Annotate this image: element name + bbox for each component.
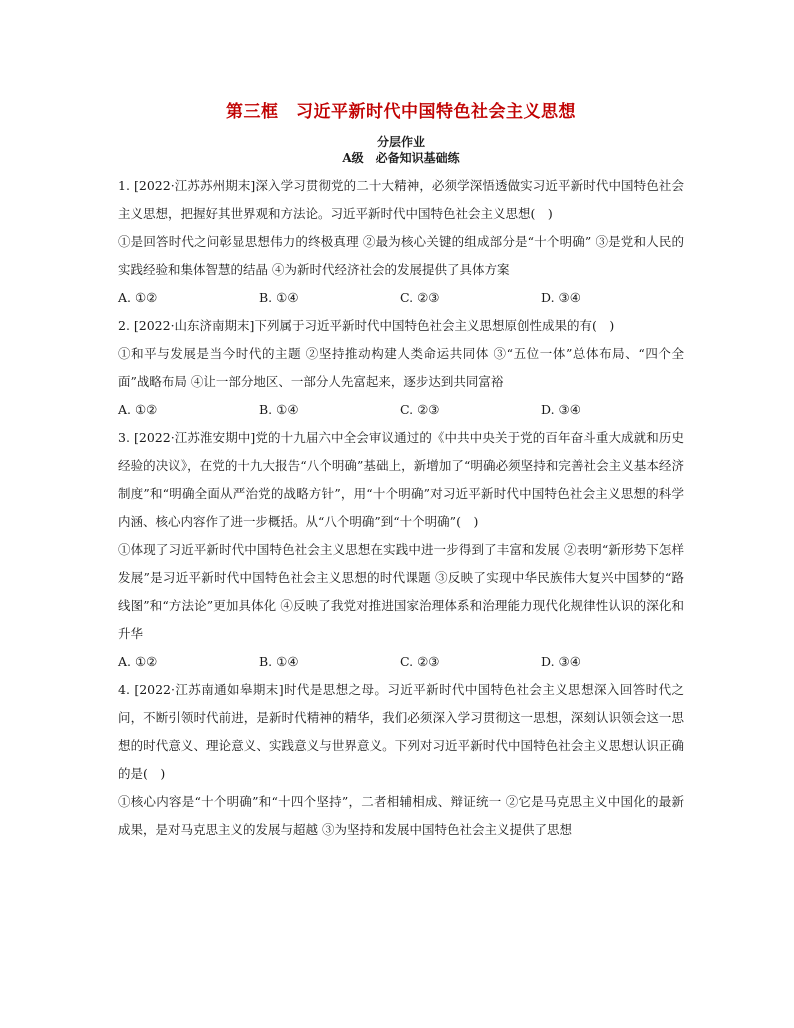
question-options: ①核心内容是“十个明确”和“十四个坚持”，二者相辅相成、辩证统一 ②它是马克思主义中国化的最新成果，是对马克思主义的发展与超越 ③为坚持和发展中国特色社会主义提供了思想	[118, 794, 684, 837]
choice-b[interactable]: B. ①④	[259, 654, 299, 669]
question-stem: 4. [2022·江苏南通如皋期末]时代是思想之母。习近平新时代中国特色社会主义思想深入回答时代之问，不断引领时代前进，是新时代精神的精华，我们必须深入学习贯彻这一思想，深刻认识领会这一思想的时代意义、理论意义、实践意义与世界意义。下列对习近平新时代中国特色社会主义思想认识正确的是( )	[118, 682, 684, 781]
question-4	[118, 676, 684, 844]
question-options: ①体现了习近平新时代中国特色社会主义思想在实践中进一步得到了丰富和发展 ②表明“新形势下怎样发展”是习近平新时代中国特色社会主义思想的时代课题 ③反映了实现中华民族伟大复兴中国梦的“路线图”和“方法论”更加具体化 ④反映了我党对推进国家治理体系和治理能力现代化规律性认识的深化和升华	[118, 542, 684, 641]
choice-d[interactable]: D. ③④	[541, 402, 581, 417]
page-title: 第三框 习近平新时代中国特色社会主义思想	[226, 102, 576, 122]
section-subtitle: 分层作业	[376, 135, 425, 149]
answer-choices	[118, 648, 684, 676]
question-stem: 2. [2022·山东济南期末]下列属于习近平新时代中国特色社会主义思想原创性成果的有( )	[118, 318, 615, 333]
question-stem: 1. [2022·江苏苏州期末]深入学习贯彻党的二十大精神，必须学深悟透做实习近平新时代中国特色社会主义思想，把握好其世界观和方法论。习近平新时代中国特色社会主义思想( )	[118, 178, 684, 221]
choice-a[interactable]: A. ①②	[118, 290, 158, 305]
choice-a[interactable]: A. ①②	[118, 654, 158, 669]
document-page	[118, 100, 684, 844]
answer-choices	[118, 284, 684, 312]
answer-choices	[118, 396, 684, 424]
level-heading: A级 必备知识基础练	[342, 151, 460, 165]
choice-b[interactable]: B. ①④	[259, 402, 299, 417]
choice-d[interactable]: D. ③④	[541, 290, 581, 305]
choice-c[interactable]: C. ②③	[400, 654, 440, 669]
question-3	[118, 424, 684, 676]
choice-d[interactable]: D. ③④	[541, 654, 581, 669]
question-options: ①和平与发展是当今时代的主题 ②坚持推动构建人类命运共同体 ③“五位一体”总体布局、“四个全面”战略布局 ④让一部分地区、一部分人先富起来，逐步达到共同富裕	[118, 346, 684, 389]
question-options: ①是回答时代之问彰显思想伟力的终极真理 ②最为核心关键的组成部分是“十个明确” ③是党和人民的实践经验和集体智慧的结晶 ④为新时代经济社会的发展提供了具体方案	[118, 234, 684, 277]
question-1	[118, 172, 684, 312]
choice-a[interactable]: A. ①②	[118, 402, 158, 417]
choice-c[interactable]: C. ②③	[400, 402, 440, 417]
choice-b[interactable]: B. ①④	[259, 290, 299, 305]
question-2	[118, 312, 684, 424]
choice-c[interactable]: C. ②③	[400, 290, 440, 305]
question-stem: 3. [2022·江苏淮安期中]党的十九届六中全会审议通过的《中共中央关于党的百年奋斗重大成就和历史经验的决议》，在党的十九大报告“八个明确”基础上，新增加了“明确必须坚持和完善社会主义基本经济制度”和“明确全面从严治党的战略方针”，用“十个明确”对习近平新时代中国特色社会主义思想的科学内涵、核心内容作了进一步概括。从“八个明确”到“十个明确”( )	[118, 430, 684, 529]
